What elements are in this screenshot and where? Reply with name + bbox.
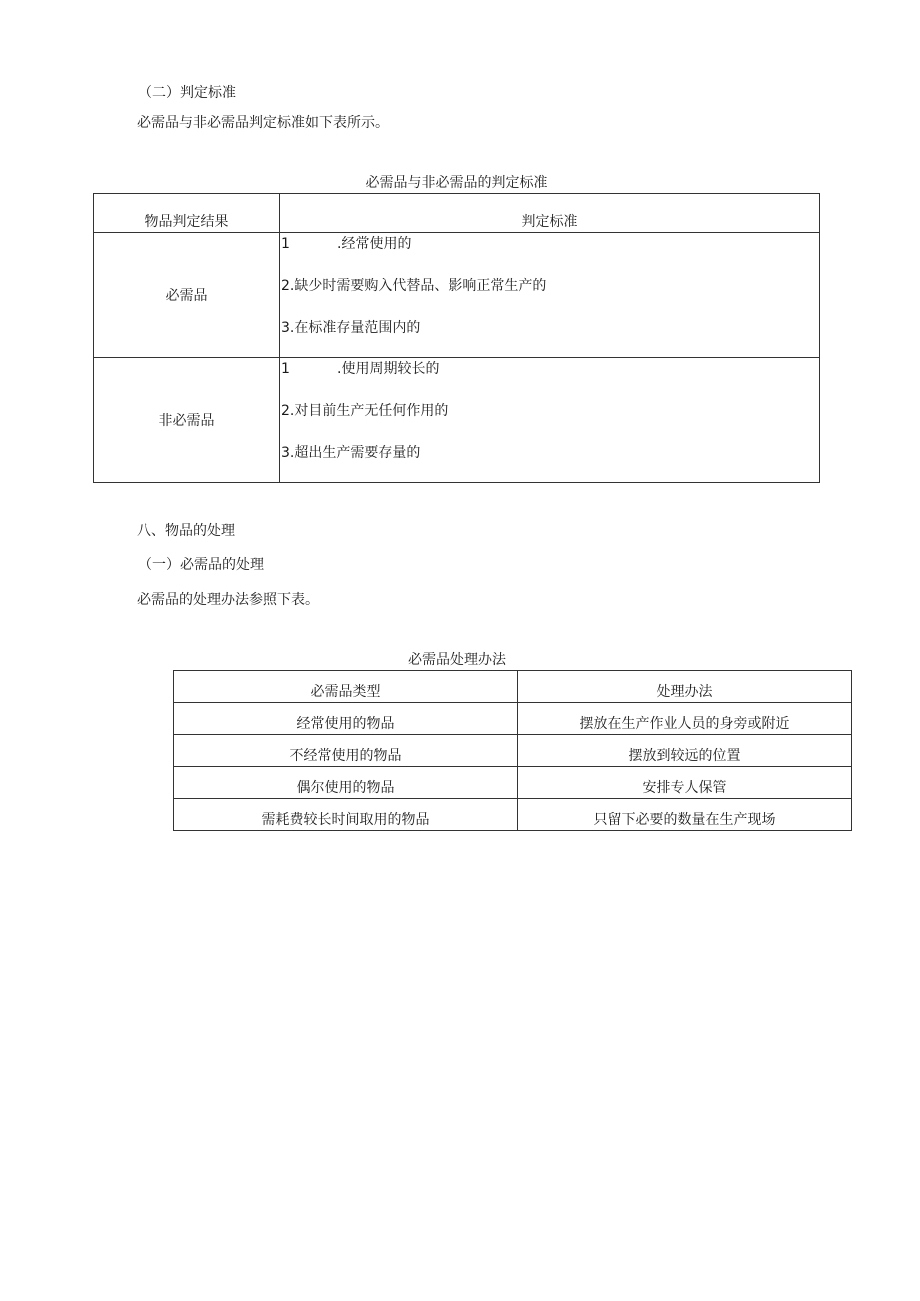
judgment-criteria-table xyxy=(93,193,820,483)
criteria-text: 对目前生产无任何作用的 xyxy=(294,403,449,419)
table-header-row xyxy=(94,194,820,233)
criteria-number: 3. xyxy=(281,320,295,336)
table1-caption: 必需品与非必需品的判定标准 xyxy=(365,175,548,191)
section-heading-item-handling: 八、物品的处理 xyxy=(137,523,235,539)
table-cell-method: 只留下必要的数量在生产现场 xyxy=(518,799,852,831)
table-cell-result: 必需品 xyxy=(94,233,280,358)
handling-methods-table xyxy=(173,670,852,831)
table-row xyxy=(174,703,852,735)
table-row xyxy=(94,233,820,358)
criteria-number: 1 xyxy=(281,361,290,377)
table-row xyxy=(174,767,852,799)
table-cell-method: 安排专人保管 xyxy=(518,767,852,799)
criteria-item xyxy=(281,319,420,337)
section-intro-text: 必需品与非必需品判定标准如下表所示。 xyxy=(137,115,389,131)
table-cell-method: 摆放在生产作业人员的身旁或附近 xyxy=(518,703,852,735)
table-header-cell: 处理办法 xyxy=(518,671,852,703)
table2-caption: 必需品处理办法 xyxy=(408,652,506,668)
criteria-text: .使用周期较长的 xyxy=(337,361,440,377)
table-cell-criteria xyxy=(280,233,820,358)
criteria-number: 1 xyxy=(281,236,290,252)
subsection-heading-necessities: （一）必需品的处理 xyxy=(138,557,264,573)
section-heading-judgment-criteria: （二）判定标准 xyxy=(138,85,236,101)
criteria-item xyxy=(281,360,439,378)
criteria-item xyxy=(281,444,420,462)
criteria-number: 3. xyxy=(281,445,295,461)
table-cell-criteria xyxy=(280,358,820,483)
table-row xyxy=(94,358,820,483)
table-header-row xyxy=(174,671,852,703)
criteria-text: 缺少时需要购入代替品、影响正常生产的 xyxy=(294,278,547,294)
table-header-cell: 必需品类型 xyxy=(174,671,518,703)
criteria-number: 2. xyxy=(281,403,295,419)
table-row xyxy=(174,735,852,767)
criteria-number: 2. xyxy=(281,278,295,294)
criteria-item xyxy=(281,277,546,295)
table-cell-method: 摆放到较远的位置 xyxy=(518,735,852,767)
table-cell-type: 偶尔使用的物品 xyxy=(174,767,518,799)
table-header-cell: 判定标准 xyxy=(280,194,820,233)
criteria-item xyxy=(281,402,448,420)
criteria-text: 在标准存量范围内的 xyxy=(294,320,421,336)
table-cell-type: 需耗费较长时间取用的物品 xyxy=(174,799,518,831)
subsection-intro-text: 必需品的处理办法参照下表。 xyxy=(137,592,319,608)
criteria-item xyxy=(281,235,411,253)
table-cell-type: 经常使用的物品 xyxy=(174,703,518,735)
table-header-cell: 物品判定结果 xyxy=(94,194,280,233)
table-cell-result: 非必需品 xyxy=(94,358,280,483)
table-row xyxy=(174,799,852,831)
criteria-text: .经常使用的 xyxy=(337,236,412,252)
table-cell-type: 不经常使用的物品 xyxy=(174,735,518,767)
criteria-text: 超出生产需要存量的 xyxy=(294,445,421,461)
